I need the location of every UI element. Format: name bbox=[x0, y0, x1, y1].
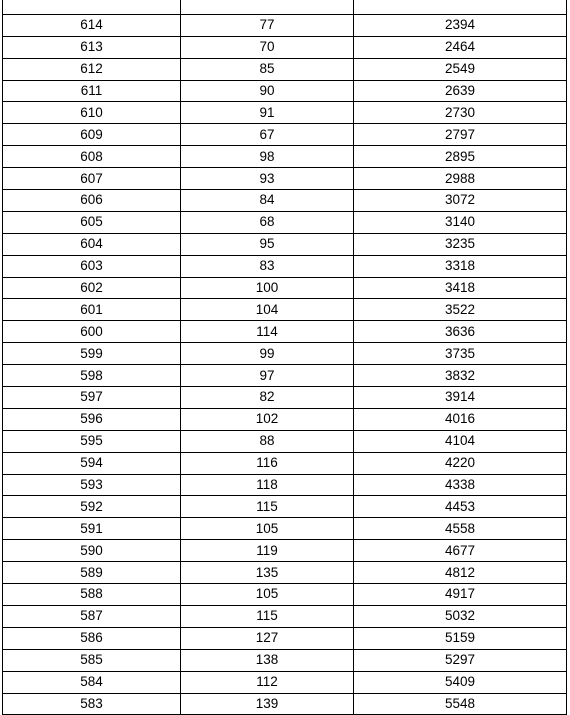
cumulative-cell: 2730 bbox=[354, 102, 567, 124]
score-cell: 614 bbox=[3, 14, 181, 36]
count-cell: 97 bbox=[181, 365, 354, 387]
table-row bbox=[3, 146, 567, 168]
count-cell: 139 bbox=[181, 693, 354, 715]
table-row bbox=[3, 408, 567, 430]
cumulative-cell: 3636 bbox=[354, 321, 567, 343]
count-cell: 100 bbox=[181, 277, 354, 299]
score-cell: 600 bbox=[3, 321, 181, 343]
cumulative-cell: 4338 bbox=[354, 474, 567, 496]
score-cell: 592 bbox=[3, 496, 181, 518]
cumulative-cell: 2639 bbox=[354, 80, 567, 102]
count-cell: 77 bbox=[181, 14, 354, 36]
count-cell: 99 bbox=[181, 343, 354, 365]
count-cell: 82 bbox=[181, 387, 354, 409]
score-cell: 610 bbox=[3, 102, 181, 124]
table-row bbox=[3, 36, 567, 58]
count-cell: 118 bbox=[181, 474, 354, 496]
table-row bbox=[3, 80, 567, 102]
cumulative-cell: 3140 bbox=[354, 211, 567, 233]
score-cell: 599 bbox=[3, 343, 181, 365]
count-cell: 104 bbox=[181, 299, 354, 321]
cumulative-cell: 5159 bbox=[354, 627, 567, 649]
table-row bbox=[3, 584, 567, 606]
score-cell: 605 bbox=[3, 211, 181, 233]
count-cell: 114 bbox=[181, 321, 354, 343]
score-cell: 598 bbox=[3, 365, 181, 387]
score-cell: 596 bbox=[3, 408, 181, 430]
count-cell: 105 bbox=[181, 584, 354, 606]
count-cell: 88 bbox=[181, 430, 354, 452]
score-distribution-table bbox=[2, 0, 567, 715]
score-cell: 613 bbox=[3, 36, 181, 58]
table-row bbox=[3, 540, 567, 562]
score-cell: 602 bbox=[3, 277, 181, 299]
count-cell: 83 bbox=[181, 255, 354, 277]
cumulative-cell: 5032 bbox=[354, 605, 567, 627]
cumulative-cell: 3735 bbox=[354, 343, 567, 365]
cumulative-cell: 5548 bbox=[354, 693, 567, 715]
cumulative-cell: 3072 bbox=[354, 190, 567, 212]
table-row bbox=[3, 321, 567, 343]
count-cell: 115 bbox=[181, 605, 354, 627]
score-cell: 590 bbox=[3, 540, 181, 562]
count-cell: 67 bbox=[181, 124, 354, 146]
table-row bbox=[3, 365, 567, 387]
count-cell: 138 bbox=[181, 649, 354, 671]
count-cell: 91 bbox=[181, 102, 354, 124]
table-row bbox=[3, 649, 567, 671]
cumulative-cell: 3418 bbox=[354, 277, 567, 299]
table-row-partial bbox=[3, 0, 567, 14]
table-row bbox=[3, 233, 567, 255]
score-cell: 585 bbox=[3, 649, 181, 671]
table-row bbox=[3, 277, 567, 299]
table-row bbox=[3, 255, 567, 277]
cumulative-cell: 2988 bbox=[354, 168, 567, 190]
table-row bbox=[3, 124, 567, 146]
count-cell: 93 bbox=[181, 168, 354, 190]
score-cell: 607 bbox=[3, 168, 181, 190]
count-cell: 135 bbox=[181, 562, 354, 584]
count-cell: 105 bbox=[181, 518, 354, 540]
score-cell: 586 bbox=[3, 627, 181, 649]
cumulative-cell: 3832 bbox=[354, 365, 567, 387]
count-cell: 112 bbox=[181, 671, 354, 693]
cumulative-cell: 4558 bbox=[354, 518, 567, 540]
count-cell: 115 bbox=[181, 496, 354, 518]
table-row bbox=[3, 605, 567, 627]
score-cell: 597 bbox=[3, 387, 181, 409]
table-row bbox=[3, 496, 567, 518]
count-cell: 127 bbox=[181, 627, 354, 649]
score-cell: 593 bbox=[3, 474, 181, 496]
cumulative-cell: 5297 bbox=[354, 649, 567, 671]
table-row bbox=[3, 190, 567, 212]
cumulative-cell: 2394 bbox=[354, 14, 567, 36]
score-cell: 594 bbox=[3, 452, 181, 474]
cumulative-cell: 5409 bbox=[354, 671, 567, 693]
score-cell: 603 bbox=[3, 255, 181, 277]
cumulative-cell: 4104 bbox=[354, 430, 567, 452]
table-row bbox=[3, 58, 567, 80]
cumulative-cell: 4812 bbox=[354, 562, 567, 584]
score-cell bbox=[3, 0, 181, 14]
score-cell: 611 bbox=[3, 80, 181, 102]
count-cell: 84 bbox=[181, 190, 354, 212]
score-cell: 588 bbox=[3, 584, 181, 606]
table-row bbox=[3, 452, 567, 474]
score-cell: 608 bbox=[3, 146, 181, 168]
cumulative-cell: 2797 bbox=[354, 124, 567, 146]
cumulative-cell: 3522 bbox=[354, 299, 567, 321]
table-row bbox=[3, 102, 567, 124]
cumulative-cell bbox=[354, 0, 567, 14]
cumulative-cell: 3235 bbox=[354, 233, 567, 255]
table-row bbox=[3, 14, 567, 36]
table-row bbox=[3, 168, 567, 190]
score-cell: 589 bbox=[3, 562, 181, 584]
count-cell: 119 bbox=[181, 540, 354, 562]
cumulative-cell: 4220 bbox=[354, 452, 567, 474]
table-row bbox=[3, 430, 567, 452]
score-cell: 595 bbox=[3, 430, 181, 452]
table-row bbox=[3, 671, 567, 693]
table-row bbox=[3, 474, 567, 496]
score-cell: 583 bbox=[3, 693, 181, 715]
table-row bbox=[3, 387, 567, 409]
score-cell: 609 bbox=[3, 124, 181, 146]
count-cell: 68 bbox=[181, 211, 354, 233]
count-cell: 98 bbox=[181, 146, 354, 168]
cumulative-cell: 4677 bbox=[354, 540, 567, 562]
score-cell: 601 bbox=[3, 299, 181, 321]
score-cell: 587 bbox=[3, 605, 181, 627]
table-row bbox=[3, 343, 567, 365]
count-cell: 85 bbox=[181, 58, 354, 80]
table-row bbox=[3, 211, 567, 233]
count-cell: 90 bbox=[181, 80, 354, 102]
cumulative-cell: 3914 bbox=[354, 387, 567, 409]
score-cell: 612 bbox=[3, 58, 181, 80]
count-cell: 95 bbox=[181, 233, 354, 255]
table-row bbox=[3, 299, 567, 321]
table-row bbox=[3, 627, 567, 649]
cumulative-cell: 2549 bbox=[354, 58, 567, 80]
score-cell: 584 bbox=[3, 671, 181, 693]
count-cell bbox=[181, 0, 354, 14]
table-row bbox=[3, 562, 567, 584]
count-cell: 102 bbox=[181, 408, 354, 430]
cumulative-cell: 4016 bbox=[354, 408, 567, 430]
count-cell: 116 bbox=[181, 452, 354, 474]
table-body bbox=[3, 0, 567, 715]
cumulative-cell: 4453 bbox=[354, 496, 567, 518]
table-row bbox=[3, 693, 567, 715]
table-row bbox=[3, 518, 567, 540]
cumulative-cell: 4917 bbox=[354, 584, 567, 606]
score-cell: 604 bbox=[3, 233, 181, 255]
count-cell: 70 bbox=[181, 36, 354, 58]
score-cell: 591 bbox=[3, 518, 181, 540]
cumulative-cell: 2464 bbox=[354, 36, 567, 58]
score-cell: 606 bbox=[3, 190, 181, 212]
cumulative-cell: 3318 bbox=[354, 255, 567, 277]
cumulative-cell: 2895 bbox=[354, 146, 567, 168]
